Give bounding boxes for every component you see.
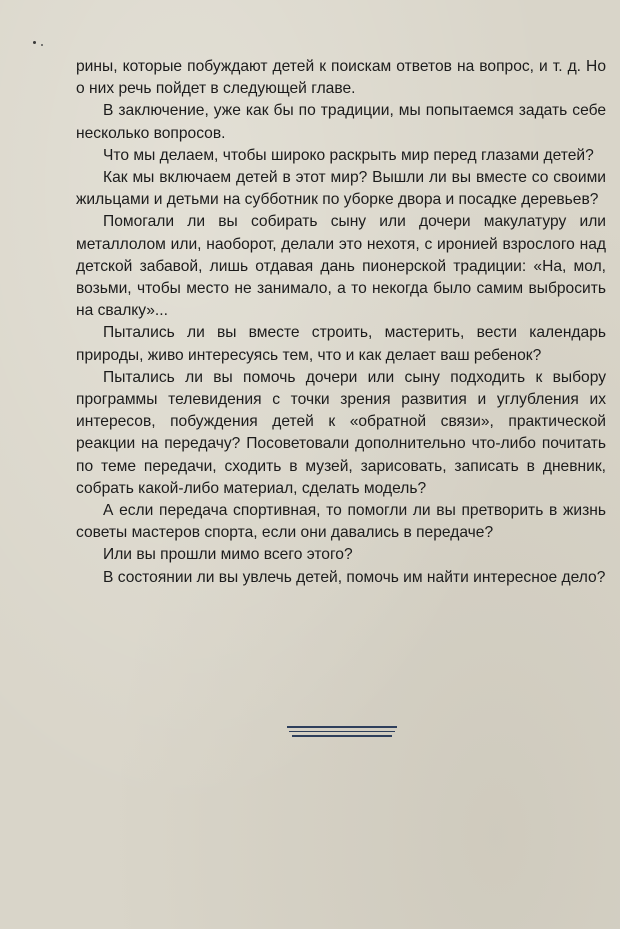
paragraph: Что мы делаем, чтобы широко раскрыть мир перед глазами детей? <box>103 146 594 164</box>
paragraph: рины, которые побуждают детей к поискам ответов на вопрос, и т. д. Но о них речь пойдет в следующей главе. <box>76 58 606 98</box>
section-end-rule <box>287 726 397 728</box>
body-text <box>76 56 606 589</box>
paragraph: В заключение, уже как бы по традиции, мы попытаемся задать себе несколько вопросов. <box>76 102 606 142</box>
paragraph: Пытались ли вы вместе строить, мастерить, вести календарь природы, живо интересуясь тем, что и как делает ваш ребенок? <box>76 324 606 364</box>
print-speck <box>33 41 36 44</box>
paragraph: В состоянии ли вы увлечь детей, помочь им найти интересное дело? <box>103 568 606 586</box>
section-end-rule <box>289 731 395 732</box>
print-speck <box>41 44 43 46</box>
section-end-rule <box>292 735 392 737</box>
paragraph: Как мы включаем детей в этот мир? Вышли ли вы вместе со своими жильцами и детьми на субботник по уборке двора и посадке деревьев? <box>76 169 606 209</box>
paragraph: Помогали ли вы собирать сыну или дочери макулатуру или металлолом или, наоборот, делали это нехотя, с иронией взрослого над детской забавой, лишь отдавая дань пионерской традиции: «На, мол, возьми, чтобы место не занимало, а то некогда было самим выбросить на свалку»... <box>76 213 606 320</box>
paragraph: А если передача спортивная, то помогли ли вы претворить в жизнь советы мастеров спорта, если они давались в передаче? <box>76 502 606 542</box>
paragraph: Пытались ли вы помочь дочери или сыну подходить к выбору программы телевидения с точки зрения развития и углубления их интересов, побуждения детей к «обратной связи», практической реакции на передачу? Посоветовали дополнительно что-либо почитать по теме передачи, сходить в музей, зарисовать, записать в дневник, собрать какой-либо материал, сделать модель? <box>76 368 606 497</box>
paragraph: Или вы прошли мимо всего этого? <box>103 546 353 564</box>
